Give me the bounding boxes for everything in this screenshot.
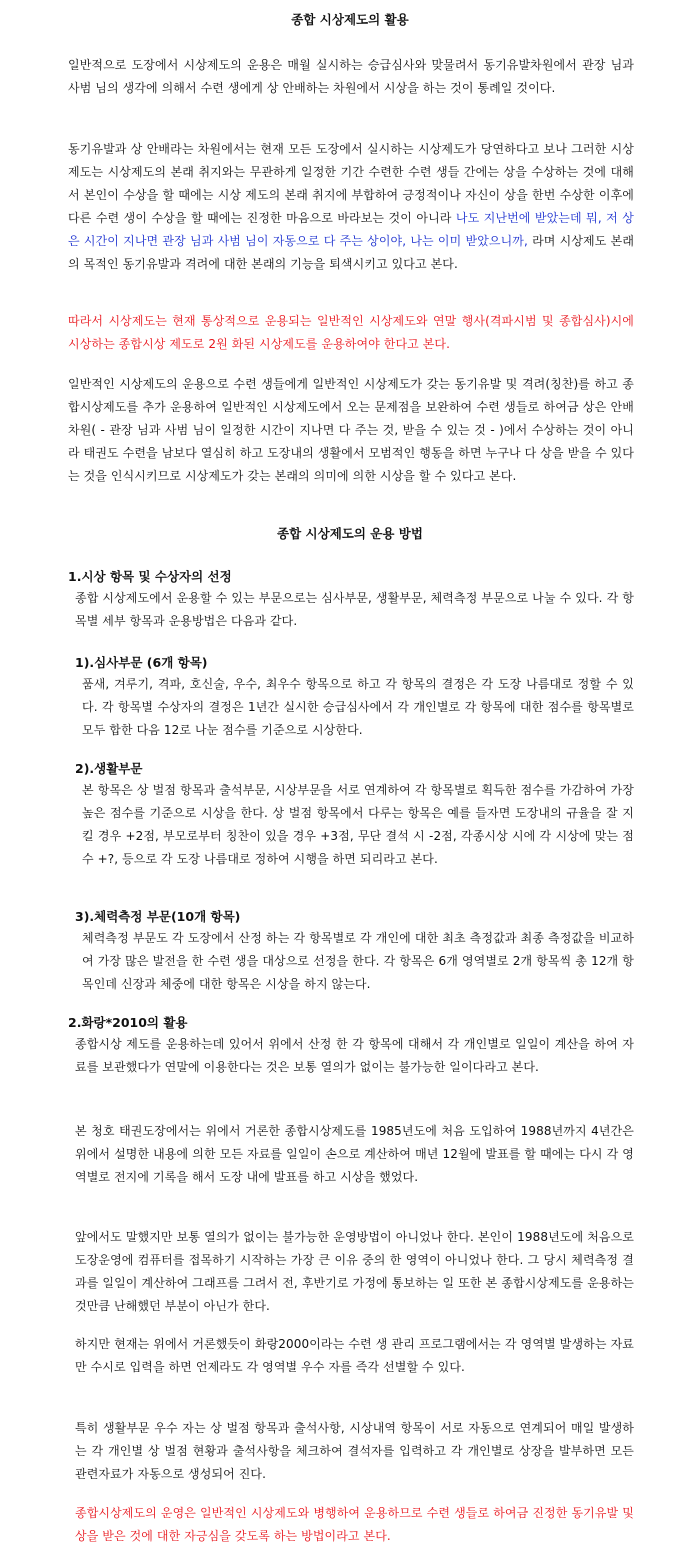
conclusion-paragraph: 종합시상제도의 운영은 일반적인 시상제도와 병행하여 운용하므로 수련 생들로 하여금 진정한 동기유발 및 상을 받은 것에 대한 자긍심을 갖도록 하는 방법이라고 본다. [75,1506,634,1543]
hwarang-paragraph-1: 종합시상 제도를 운용하는데 있어서 위에서 산정 한 각 항목에 대해서 각 개인별로 일일이 계산을 하여 자료를 보관했다가 연말에 이용한다는 것은 보통 열의가 없이는 불가능한 일이다라고 본다. [75,1037,634,1074]
exam-category-paragraph: 품새, 겨루기, 격파, 호신술, 우수, 최우수 항목으로 하고 각 항목의 결정은 각 도장 나름대로 정할 수 있다. 각 항목별 수상자의 결정은 1년간 실시한 승급심사에서 각 개인별로 각 항목에 대한 점수를 항목별로 모두 합한 다음 12로 나눈 점수를 기준으로 시상한다. [82,677,634,737]
heading-selection: 1.시상 항목 및 수상자의 선정 [68,569,232,584]
hwarang-paragraph-5: 특히 생활부문 우수 자는 상 벌점 항목과 출석사항, 시상내역 항목이 서로 자동으로 연계되어 매일 발생하는 각 개인별 상 벌점 현황과 출석사항을 체크하여 결석자를 입력하고 각 개인별로 상장을 발부하면 모든 관련자료가 자동으로 생성되어 진다. [75,1421,634,1481]
hwarang-paragraph-4: 하지만 현재는 위에서 거론했듯이 화랑2000이라는 수련 생 관리 프로그램에서는 각 영역별 발생하는 자료만 수시로 입력을 하면 언제라도 각 영역별 우수 자를 즉각 선별할 수 있다. [75,1337,634,1374]
document-title: 종합 시상제도의 활용 [291,12,409,27]
general-system-paragraph: 일반적인 시상제도의 운용으로 수련 생들에게 일반적인 시상제도가 갖는 동기유발 및 격려(칭찬)를 하고 종합시상제도를 추가 운용하여 일반적인 시상제도에서 오는 문제점을 보완하여 수련 생들로 하여금 상은 안배차원( - 관장 님과 사범 님이 일정한 시간이 지나면 다 주는 것, 받을 수 있는 것 - )에서 수상하는 것이 아니라 태권도 수련을 남보다 열심히 하고 도장내의 생활에서 모범적인 행동을 하면 누구나 다 상을 받을 수 있다는 것을 인식시키므로 시상제도가 갖는 본래의 의미에 의한 시상을 할 수 있다고 본다. [68,377,634,483]
selection-paragraph: 종합 시상제도에서 운용할 수 있는 부문으로는 심사부문, 생활부문, 체력측정 부문으로 나눌 수 있다. 각 항목별 세부 항목과 운용방법은 다음과 같다. [75,591,634,628]
highlighted-quote: 나도 지난번에 받았는데 뭐, 저 상은 시간이 지나면 관장 님과 사범 님이 자동으로 다 주는 상이야, 나는 이미 받았으니까, [68,211,634,248]
motivation-text-part2: 라며 시상제도 본래의 목적인 동기유발과 격려에 대한 본래의 기능을 퇴색시키고 있다고 본다. [68,234,635,271]
hwarang-paragraph-2: 본 청호 태권도장에서는 위에서 거론한 종합시상제도를 1985년도에 처음 도입하여 1988년까지 4년간은 위에서 설명한 내용에 의한 모든 자료를 일일이 손으로 계산하여 매년 12월에 발표를 할 때에는 다시 각 영역별로 전지에 기록을 해서 도장 내에 발표를 하고 시상을 했었다. [75,1124,634,1184]
hwarang-paragraph-3: 앞에서도 말했지만 보통 열의가 없이는 불가능한 운영방법이 아니었나 한다. 본인이 1988년도에 처음으로 도장운영에 컴퓨터를 접목하기 시작하는 가장 큰 이유 중의 한 영역이 아니었나 한다. 그 당시 체력측정 결과를 일일이 계산하여 그래프를 그려서 전, 후반기로 가정에 통보하는 일 또한 본 종합시상제도를 운용하는 것만큼 난해했던 부분이 아닌가 한다. [75,1230,634,1313]
heading-hwarang-usage: 2.화랑*2010의 활용 [68,1015,188,1030]
motivation-paragraph [68,138,634,276]
heading-life-category: 2).생활부문 [75,761,143,776]
intro-paragraph: 일반적으로 도장에서 시상제도의 운용은 매월 실시하는 승급심사와 맞물려서 동기유발차원에서 관장 님과 사범 님의 생각에 의해서 수련 생에게 상 안배하는 차원에서 시상을 하는 것이 통례일 것이다. [68,58,634,95]
heading-exam-category: 1).심사부문 (6개 항목) [75,655,208,670]
motivation-text-part1: 동기유발과 상 안배라는 차원에서는 현재 모든 도장에서 실시하는 시상제도가 당연하다고 보나 그러한 시상제도는 시상제도의 본래 취지와는 무관하게 일정한 기간 수련한 수련 생들 간에는 상을 수상하는 것에 대해서 본인이 수상을 할 때에는 시상 제도의 본래 취지에 부합하여 긍정적이나 자신이 상을 한번 수상한 이후에 다른 수련 생이 수상을 할 때에는 진정한 마음으로 바라보는 것이 아니라 [68,142,634,225]
section-title: 종합 시상제도의 운용 방법 [277,526,423,541]
dual-system-paragraph: 따라서 시상제도는 현재 통상적으로 운용되는 일반적인 시상제도와 연말 행사(격파시범 및 종합심사)시에 시상하는 종합시상 제도로 2원 화된 시상제도를 운용하여야 한다고 본다. [68,314,634,351]
life-category-paragraph: 본 항목은 상 벌점 항목과 출석부문, 시상부문을 서로 연계하여 각 항목별로 획득한 점수를 가감하여 가장 높은 점수를 기준으로 시상을 한다. 상 벌점 항목에서 다루는 항목은 예를 들자면 도장내의 규율을 잘 지킬 경우 +2점, 부모로부터 칭찬이 있을 경우 +3점, 무단 결석 시 -2점, 각종시상 시에 각 시상에 맞는 점수 +?, 등으로 각 도장 나름대로 정하여 시행을 하면 되리라고 본다. [82,783,634,866]
fitness-category-paragraph: 체력측정 부문도 각 도장에서 산정 하는 각 항목별로 각 개인에 대한 최초 측정값과 최종 측정값을 비교하여 가장 많은 발전을 한 수련 생을 대상으로 선정을 한다. 각 항목은 6개 영역별로 2개 항목씩 총 12개 항목인데 신장과 체중에 대한 항목은 시상을 하지 않는다. [82,931,634,991]
heading-fitness-category: 3).체력측정 부문(10개 항목) [75,909,241,924]
